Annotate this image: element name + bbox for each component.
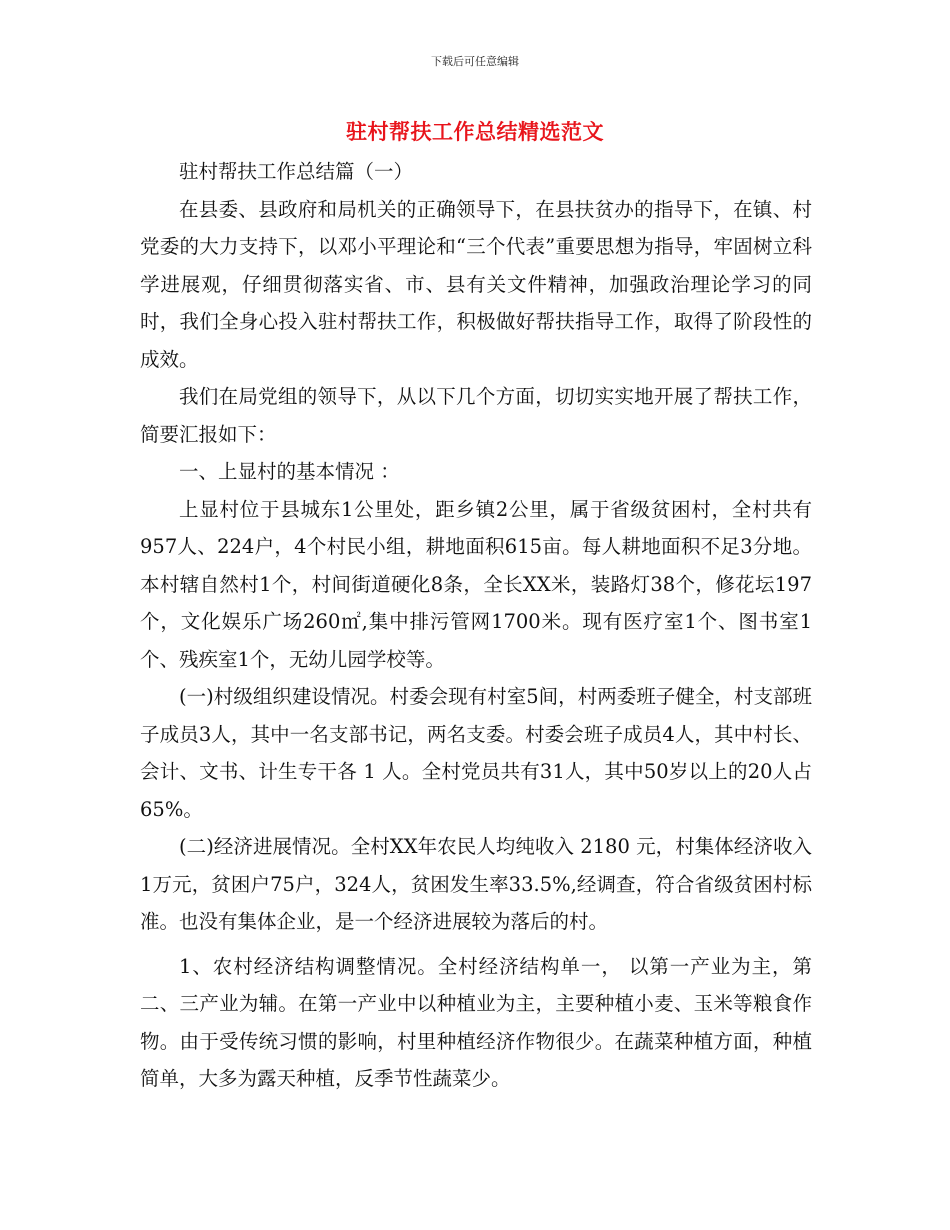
paragraph: (一)村级组织建设情况。村委会现有村室5间，村两委班子健全，村支部班子成员3人，其中一名支部书记，两名支委。村委会班子成员4人，其中村长、会计、文书、计生专干各 1 人。全村党员共有31人，其中50岁以上的20人占65%。 [140,685,812,821]
document-title: 驻村帮扶工作总结精选范文 [346,120,604,144]
paragraph: 我们在局党组的领导下，从以下几个方面，切切实实地开展了帮扶工作，简要汇报如下： [140,385,812,446]
section-heading: 驻村帮扶工作总结篇（一） [179,160,414,183]
header-note: 下载后可任意编辑 [431,55,519,68]
paragraph: 上显村位于县城东1公里处，距乡镇2公里，属于省级贫困村，全村共有957人、224户，4个村民小组，耕地面积615亩。每人耕地面积不足3分地。本村辖自然村1个，村间街道硬化8条，全长XX米，装路灯38个，修花坛197个，文化娱乐广场260㎡,集中排污管网1700米。现有医疗室1个、图书室1个、残疾室1个，无幼儿园学校等。 [140,497,812,671]
subheading: 一、上显村的基本情况 ： [179,460,400,483]
document-body [140,153,812,1098]
paragraph: 在县委、县政府和局机关的正确领导下，在县扶贫办的指导下，在镇、村党委的大力支持下，以邓小平理论和“三个代表”重要思想为指导，牢固树立科学进展观，仔细贯彻落实省、市、县有关文件精神，加强政治理论学习的同时，我们全身心投入驻村帮扶工作，积极做好帮扶指导工作，取得了阶段性的成效。 [140,197,812,371]
paragraph: (二)经济进展情况。全村XX年农民人均纯收入 2180 元，村集体经济收入1万元，贫困户75户，324人，贫困发生率33.5%,经调查，符合省级贫困村标准。也没有集体企业，是一个经济进展较为落后的村。 [140,835,812,933]
paragraph: 1、农村经济结构调整情况。全村经济结构单一， 以第一产业为主，第二、三产业为辅。在第一产业中以种植业为主，主要种植小麦、玉米等粮食作物。由于受传统习惯的影响，村里种植经济作物很少。在蔬菜种植方面，种植简单，大多为露天种植，反季节性蔬菜少。 [140,954,812,1090]
